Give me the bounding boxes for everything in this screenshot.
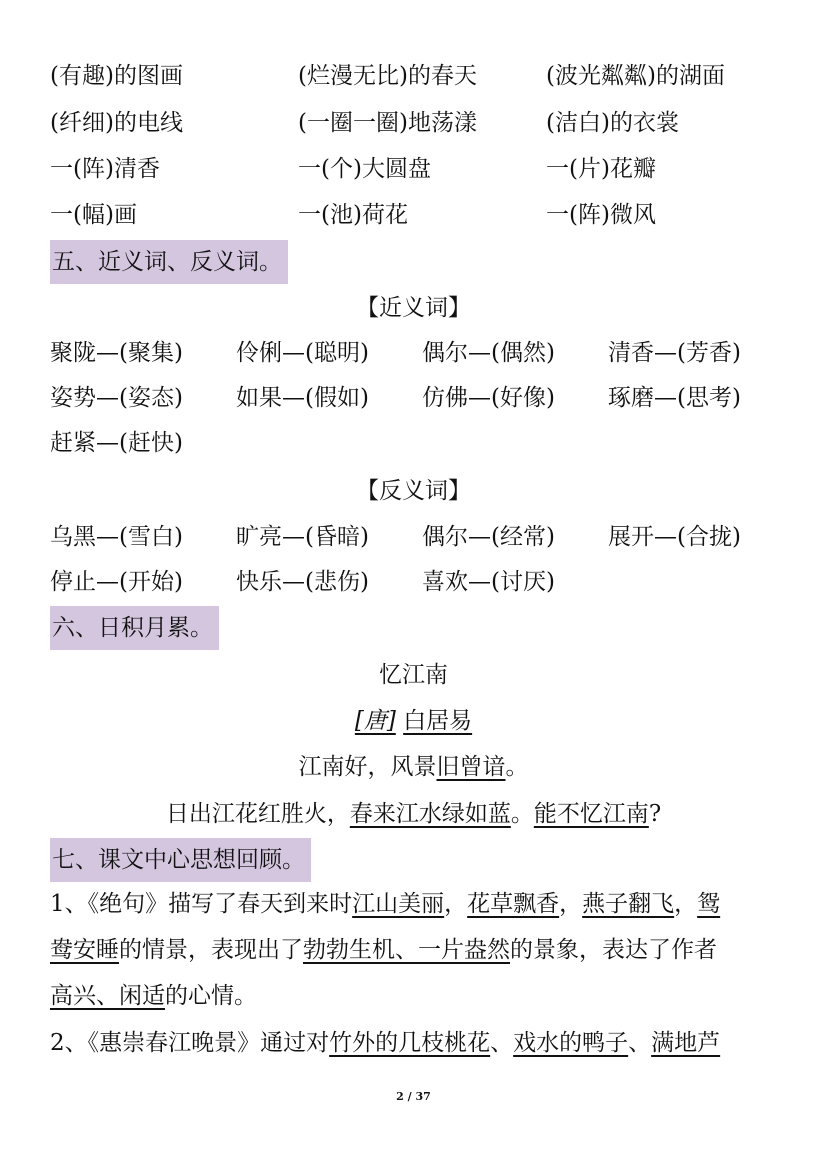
poem-dynasty: [唐]: [354, 708, 396, 734]
antonym-row: [50, 562, 790, 602]
synonym-row: [50, 423, 790, 463]
antonym-pair: 快乐—(悲伤): [236, 569, 369, 595]
antonym-pair: 乌黑—(雪白): [50, 524, 183, 550]
poem-author-line: [0, 701, 827, 741]
summary-underlined: 江山美丽: [352, 891, 445, 917]
page-number: 2 / 37: [396, 1090, 431, 1103]
synonym-pair: 伶俐—(聪明): [236, 340, 369, 366]
antonym-pair: 偶尔—(经常): [422, 524, 555, 550]
antonym-pair: 旷亮—(昏暗): [236, 524, 369, 550]
word-item: (洁白)的衣裳: [546, 110, 679, 136]
word-item: 一(池)荷花: [298, 202, 408, 228]
summary-text: 、: [628, 1030, 652, 1056]
summary-text: 的情景，表现出了: [119, 937, 303, 963]
synonym-pair: 琢磨—(思考): [608, 385, 741, 411]
summary-underlined: 高兴、闲适: [50, 983, 165, 1009]
word-item: (波光粼粼)的湖面: [546, 63, 725, 89]
synonym-pair: 赶紧—(赶快): [50, 430, 183, 456]
summary-text: ，: [559, 891, 583, 917]
word-item: (烂漫无比)的春天: [298, 63, 477, 89]
synonym-pair: 聚陇—(聚集): [50, 340, 183, 366]
summary-text: 2、《惠崇春江晚景》通过对: [50, 1030, 330, 1056]
poem-text: 日出江花红胜火，: [165, 801, 350, 827]
word-row: [50, 195, 790, 235]
summary-underlined: 鸯安睡: [50, 937, 119, 963]
poem-underlined: 春来江水绿如蓝: [349, 801, 511, 827]
summary-text: ，: [674, 891, 698, 917]
summary-underlined: 花草飘香: [467, 891, 560, 917]
poem-title: 忆江南: [379, 662, 448, 688]
poem-text: 。: [510, 801, 534, 827]
word-row: [50, 103, 790, 143]
summary-text: ，: [444, 891, 468, 917]
word-item: 一(个)大圆盘: [298, 156, 431, 182]
synonym-pair: 姿势—(姿态): [50, 385, 183, 411]
summary-underlined: 戏水的鸭子: [513, 1030, 629, 1056]
poem-line-1: [0, 747, 827, 787]
synonym-pair: 仿佛—(好像): [422, 385, 555, 411]
summary-underlined: 鸳: [697, 891, 721, 917]
synonym-pair: 偶尔—(偶然): [422, 340, 555, 366]
word-row: [50, 149, 790, 189]
poem-author: 白居易: [403, 708, 473, 734]
word-item: 一(片)花瓣: [546, 156, 656, 182]
summary-text: 的心情。: [165, 983, 257, 1009]
word-item: (一圈一圈)地荡漾: [298, 110, 477, 136]
summary-underlined: 竹外的几枝桃花: [329, 1030, 491, 1056]
synonym-pair: 清香—(芳香): [608, 340, 741, 366]
summary-line: [50, 881, 780, 927]
word-row: [50, 56, 790, 96]
summary-underlined: 勃勃生机、一片盎然: [303, 937, 510, 963]
summary-line: [50, 927, 780, 973]
word-item: (有趣)的图画: [50, 63, 183, 89]
section-heading-7: 七、课文中心思想回顾。: [50, 838, 311, 882]
word-item: 一(阵)清香: [50, 156, 160, 182]
antonym-pair: 展开—(合拢): [608, 524, 741, 550]
summary-underlined: 满地芦: [651, 1030, 721, 1056]
summary-text: 的景象，表达了作者: [510, 937, 717, 963]
word-item: 一(幅)画: [50, 202, 137, 228]
poem-underlined: 能不忆江南: [533, 801, 649, 827]
poem-underlined: 旧曾谙: [436, 754, 506, 780]
synonym-row: [50, 333, 790, 373]
synonyms-title: 【近义词】: [356, 295, 471, 321]
summary-text: 1、《绝句》描写了春天到来时: [50, 891, 353, 917]
summary-underlined: 燕子翻飞: [582, 891, 675, 917]
section-heading-6: 六、日积月累。: [50, 606, 219, 650]
word-item: 一(阵)微风: [546, 202, 656, 228]
word-item: (纤细)的电线: [50, 110, 183, 136]
synonym-row: [50, 378, 790, 418]
antonym-pair: 停止—(开始): [50, 569, 183, 595]
summary-line: [50, 1020, 780, 1066]
summary-line: [50, 973, 780, 1019]
antonym-pair: 喜欢—(讨厌): [422, 569, 555, 595]
poem-line-2: [0, 794, 827, 834]
summary-text: 、: [490, 1030, 514, 1056]
poem-text: 江南好，风景: [298, 754, 437, 780]
poem-text: 。: [505, 754, 529, 780]
poem-text: ?: [648, 801, 662, 827]
synonym-pair: 如果—(假如): [236, 385, 369, 411]
antonyms-title: 【反义词】: [356, 478, 471, 504]
antonym-row: [50, 517, 790, 557]
section-heading-5: 五、近义词、反义词。: [50, 240, 288, 284]
